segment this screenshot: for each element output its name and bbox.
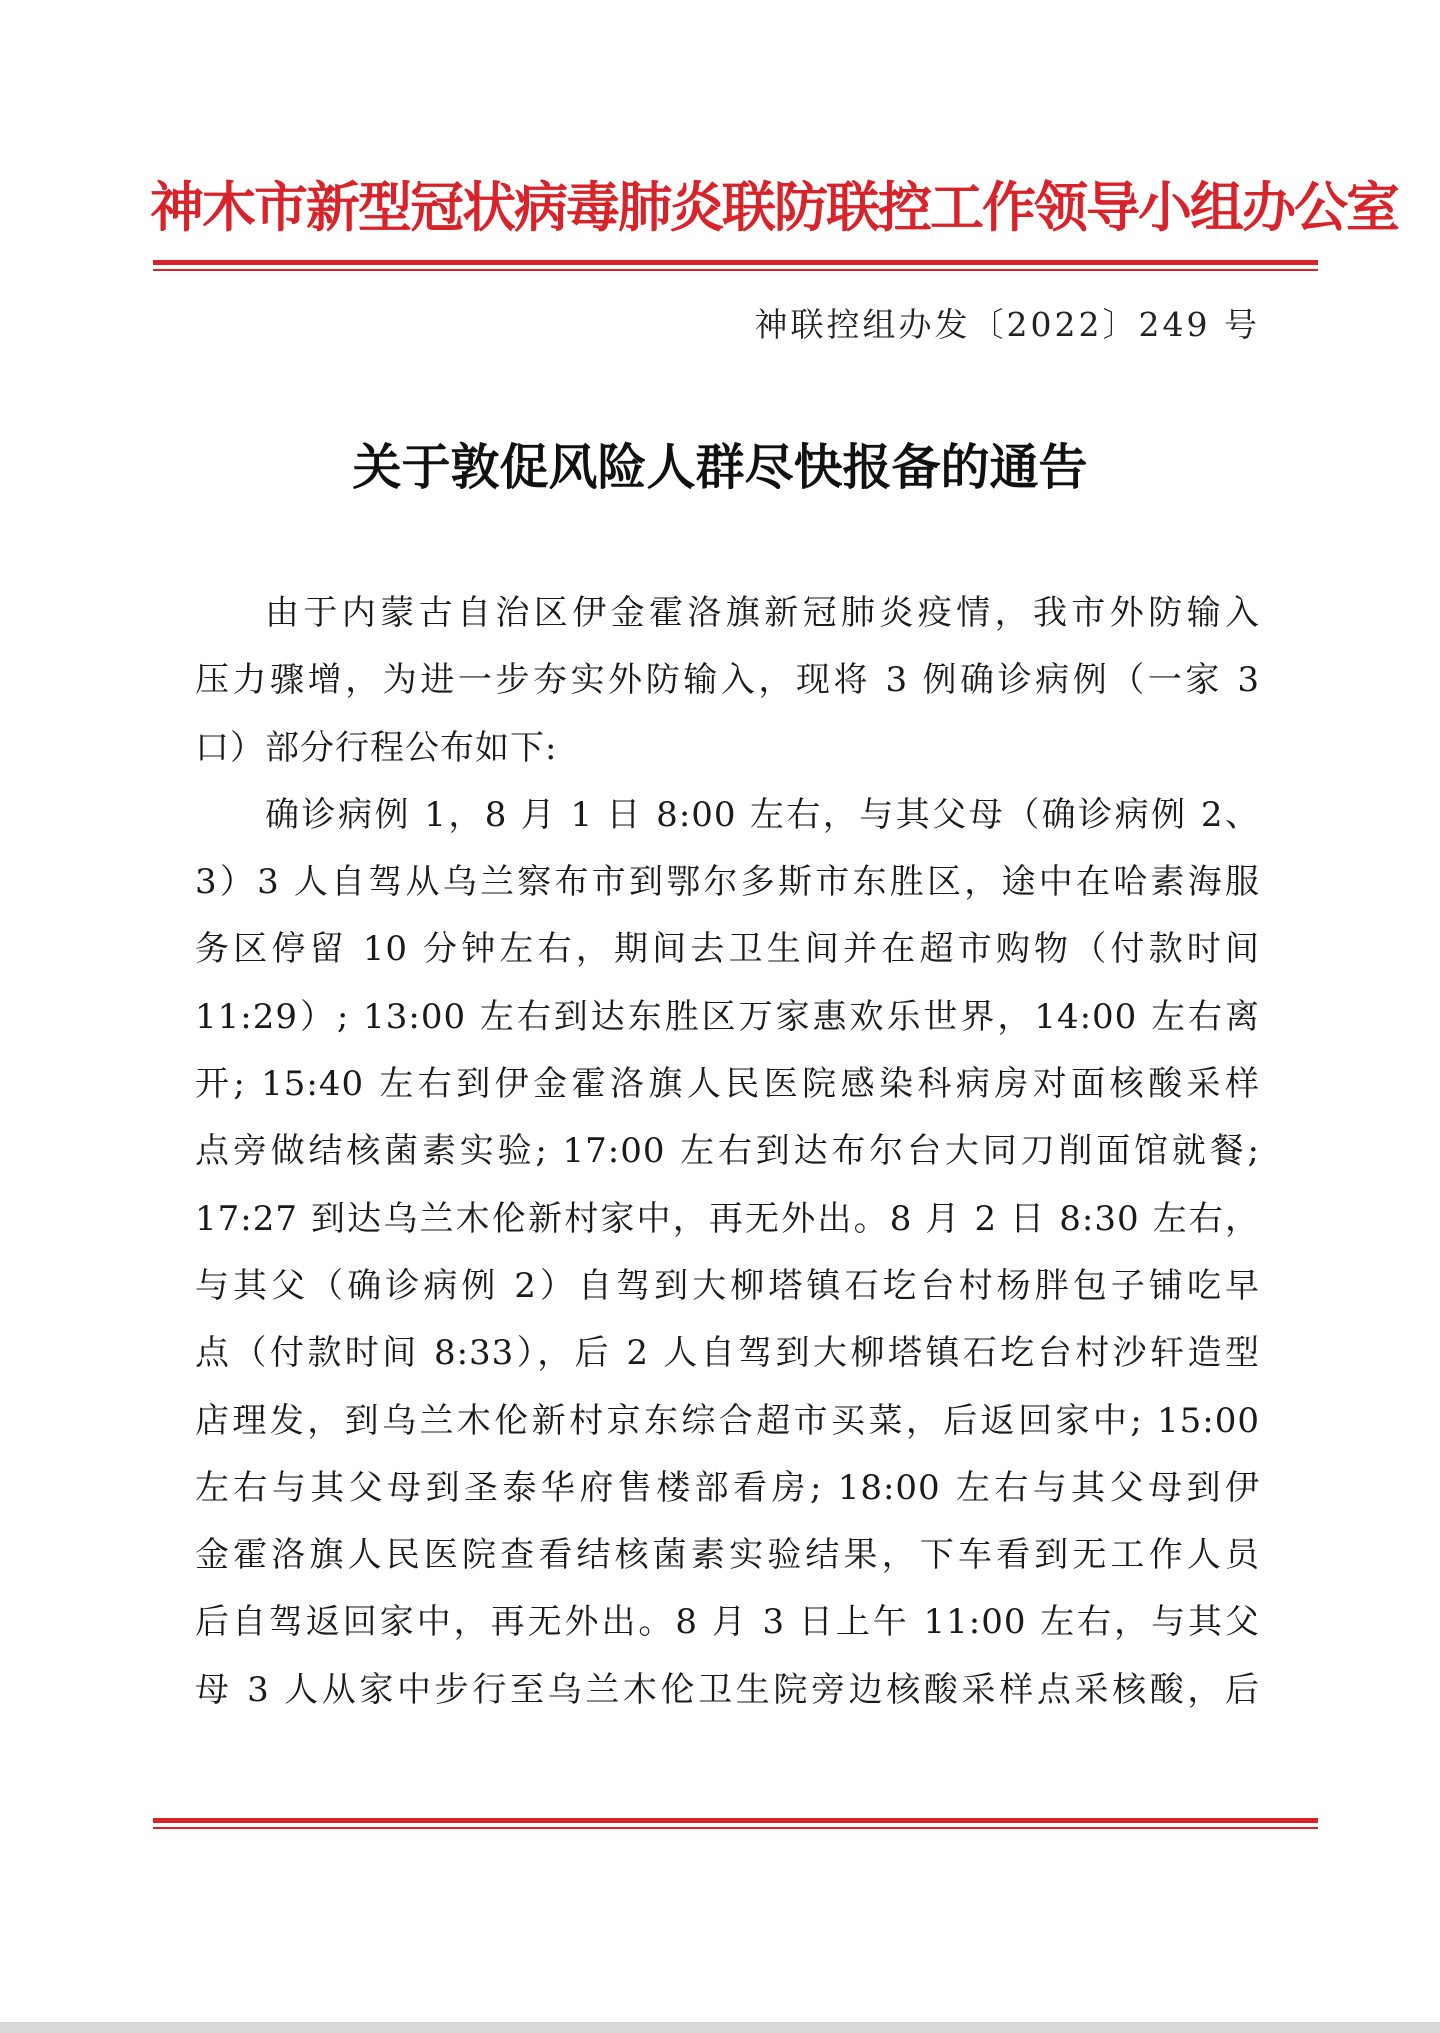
footer-rule-thick-line [153, 1818, 1318, 1823]
document-title: 关于敦促风险人群尽快报备的通告 [352, 438, 1088, 496]
body-line: 口）部分行程公布如下: [195, 727, 558, 768]
body-line: 17:27 到达乌兰木伦新村家中，再无外出。8 月 2 日 8:30 左右， [195, 1198, 1260, 1239]
body-line: 3）3 人自驾从乌兰察布市到鄂尔多斯市东胜区，途中在哈素海服 [195, 862, 1260, 903]
body-line: 店理发，到乌兰木伦新村京东综合超市买菜，后返回家中; 15:00 [195, 1400, 1260, 1441]
body-line: 11:29）; 13:00 左右到达东胜区万家惠欢乐世界，14:00 左右离 [195, 996, 1260, 1037]
body-line: 确诊病例 1，8 月 1 日 8:00 左右，与其父母（确诊病例 2、 [265, 794, 1260, 835]
footer-rule-thin-line [153, 1827, 1318, 1829]
header-red-rule [153, 260, 1318, 271]
body-line: 压力骤增，为进一步夯实外防输入，现将 3 例确诊病例（一家 3 [195, 660, 1260, 701]
document-number: 神联控组办发〔2022〕249 号 [754, 305, 1260, 344]
body-line: 点旁做结核菌素实验; 17:00 左右到达布尔台大同刀削面馆就餐; [195, 1131, 1260, 1172]
body-line: 开; 15:40 左右到伊金霍洛旗人民医院感染科病房对面核酸采样 [195, 1064, 1260, 1105]
body-line: 与其父（确诊病例 2）自驾到大柳塔镇石圪台村杨胖包子铺吃早 [195, 1265, 1260, 1306]
notice-body [195, 580, 1260, 1724]
body-line: 后自驾返回家中，再无外出。8 月 3 日上午 11:00 左右，与其父 [195, 1602, 1260, 1643]
footer-red-rule [153, 1818, 1318, 1829]
header-rule-thin-line [153, 269, 1318, 271]
organization-header: 神木市新型冠状病毒肺炎联防联控工作领导小组办公室 [150, 176, 1398, 239]
body-line: 左右与其父母到圣泰华府售楼部看房; 18:00 左右与其父母到伊 [195, 1467, 1260, 1508]
header-rule-thick-line [153, 260, 1318, 265]
body-line: 点（付款时间 8:33），后 2 人自驾到大柳塔镇石圪台村沙轩造型 [195, 1333, 1260, 1374]
body-line: 由于内蒙古自治区伊金霍洛旗新冠肺炎疫情，我市外防输入 [265, 593, 1260, 633]
body-line: 务区停留 10 分钟左右，期间去卫生间并在超市购物（付款时间 [195, 929, 1260, 970]
body-line: 金霍洛旗人民医院查看结核菌素实验结果，下车看到无工作人员 [195, 1535, 1260, 1576]
viewer-bottom-edge [0, 2022, 1440, 2033]
body-line: 母 3 人从家中步行至乌兰木伦卫生院旁边核酸采样点采核酸，后 [195, 1669, 1260, 1710]
